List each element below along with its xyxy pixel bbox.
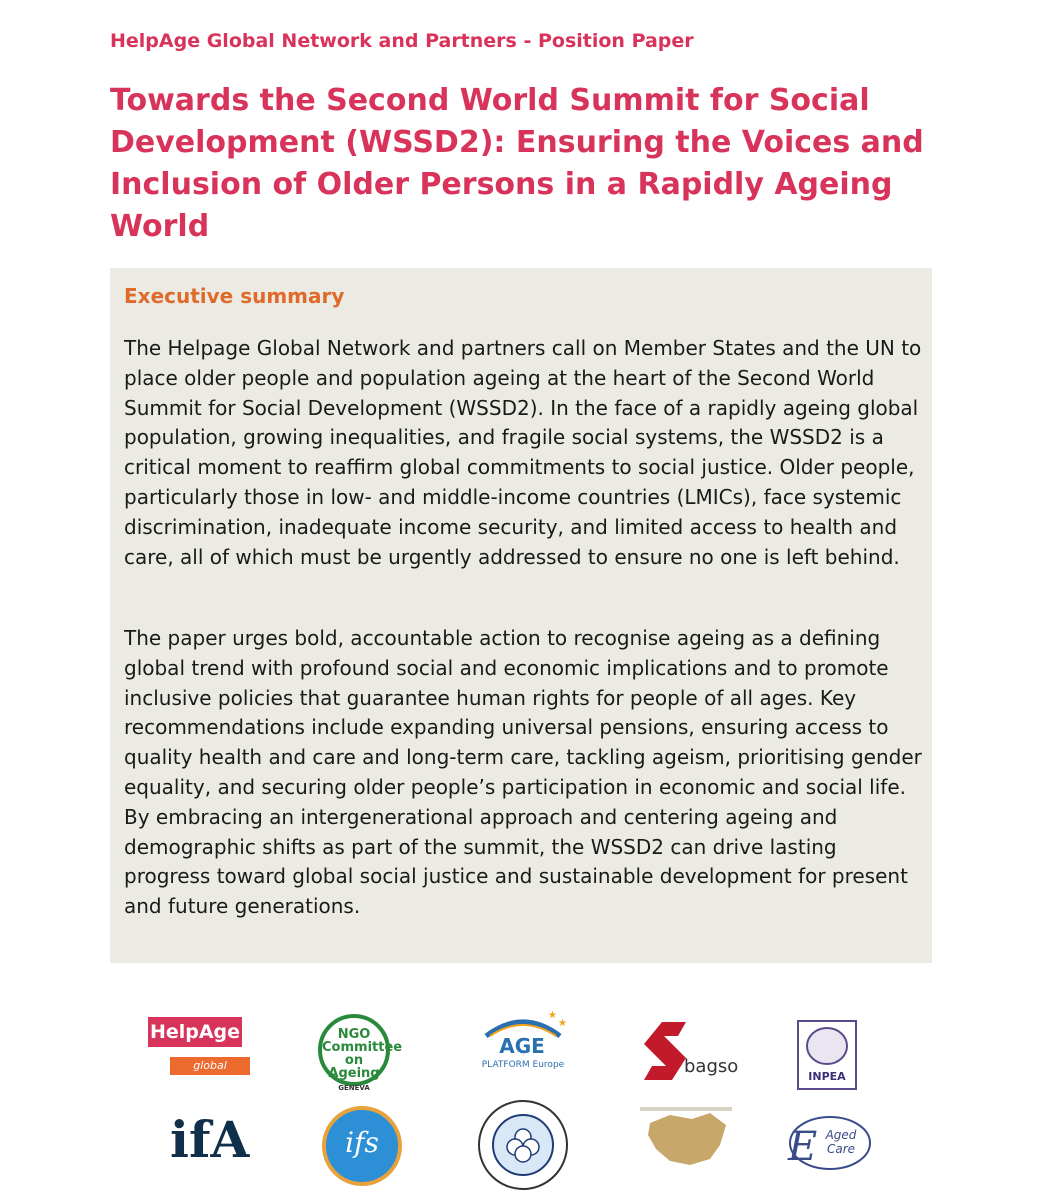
summary-paragraph-2: The paper urges bold, accountable action to recognise ageing as a defining global trend with profound social and economic implications and to promote inclusive policies that guarantee human rights for people of all ages. Key recommendations include expanding universal pensions, ensuring access to quality health and care and long-term care, tackling ageism, prioritising gender equality, and securing older people’s participation in economic and social life. By embracing an intergenerational approach and centering ageing and demographic shifts as part of the summit, the WSSD2 can drive lasting progress toward global social justice and sustainable development for present and future generations. [124,626,922,919]
svg-text:E: E [788,1124,818,1170]
regional-map-logo [640,1105,732,1185]
iagg-emblem-icon [480,1102,566,1188]
executive-summary-box [110,268,932,963]
ngo-logo-line4: GENEVA [338,1084,370,1092]
age-platform-logo: AGE [499,1034,545,1058]
summary-paragraph-1: The Helpage Global Network and partners call on Member States and the UN to place older people and population ageing at the heart of the Second World Summit for Social Development (WSSD2). In the face of a rapidly ageing global population, growing inequalities, and fragile social systems, the WSSD2 is a critical moment to reaffirm global commitments to social justice. Older people, particularly those in low- and middle-income countries (LMICs), face systemic discrimination, inadequate income security, and limited access to health and care, all of which must be urgently addressed to ensure no one is left behind. [124,336,922,569]
document-kicker: HelpAge Global Network and Partners - Position Paper [110,30,694,52]
inpea-emblem-icon [799,1022,855,1072]
helpage-logo: HelpAge [148,1017,242,1047]
map-icon [640,1105,732,1185]
executive-summary-heading: Executive summary [124,284,345,308]
partner-logos [0,1000,1047,1200]
svg-text:★: ★ [558,1018,567,1029]
document-title: Towards the Second World Summit for Social Development (WSSD2): Ensuring the Voices and Inclusion of Older Persons in a Rapidly Ageing World [110,83,924,244]
helpage-logo-subtitle: global network [170,1057,250,1075]
ifs-logo: ifs [345,1126,379,1159]
aged-care-logo [780,1108,875,1178]
svg-text:★: ★ [548,1010,557,1021]
bagso-logo: bagso [684,1056,739,1077]
ngo-logo-line2: Committee [322,1040,403,1055]
aged-care-text: Aged Care [825,1128,857,1156]
inpea-logo: INPEA [808,1070,846,1083]
ngo-logo-line3: on Ageing [328,1053,380,1081]
ifa-logo: ifA [170,1110,250,1169]
iagg-logo [478,1100,568,1190]
age-platform-subtitle: PLATFORM Europe [481,1060,565,1070]
ngo-logo-line1: NGO [337,1027,371,1042]
ngo-committee-logo [318,1014,403,1092]
